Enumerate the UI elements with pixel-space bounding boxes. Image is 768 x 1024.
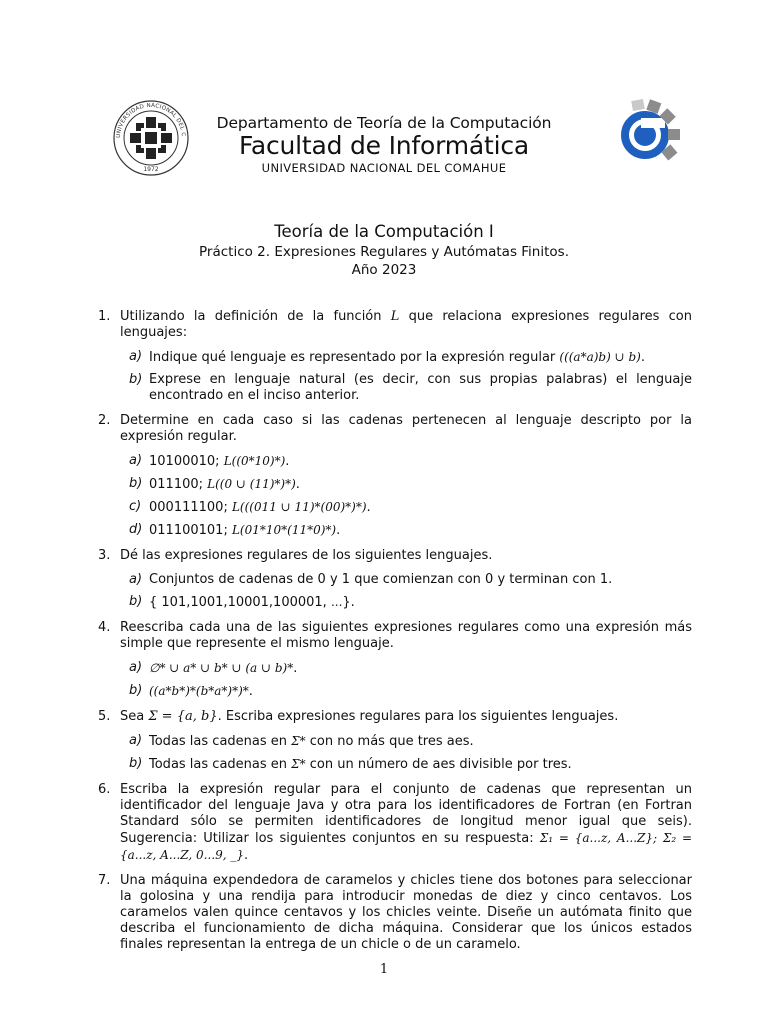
problem-number: 2.: [98, 413, 111, 428]
problem-number: 6.: [98, 782, 111, 797]
sub-item: d) 011100101; L(01*10*(11*0)*).: [129, 522, 341, 538]
department-name: Departamento de Teoría de la Computación: [216, 114, 552, 132]
svg-text:UNIVERSIDAD NACIONAL DEL COMAH: UNIVERSIDAD NACIONAL DEL C: [115, 102, 187, 139]
practice-title: Práctico 2. Expresiones Regulares y Autómatas Finitos.: [199, 244, 569, 260]
problem-number: 1.: [98, 309, 111, 324]
sub-item: a) Todas las cadenas en Σ* con no más que tres aes.: [129, 733, 474, 749]
university-name: UNIVERSIDAD NACIONAL DEL COMAHUE: [261, 161, 507, 175]
page-number: 1: [379, 962, 389, 977]
problem-6: [98, 782, 692, 864]
problem-4: [98, 620, 692, 700]
problem-list: [98, 309, 692, 962]
problem-statement: Determine en cada caso si las cadenas pertenecen al lenguaje descripto por la expresión regular.: [120, 413, 692, 444]
problem-number: 4.: [98, 620, 111, 635]
svg-text:1972: 1972: [143, 166, 159, 173]
problem-statement: Escriba la expresión regular para el conjunto de cadenas que representan un identificador del lenguaje Java y otra para los identificadores de Fortran (en Fortran Standard sólo se permiten identificadores de longitud menor igual que seis). Sugerencia: Utilizar los siguientes conjuntos en su respuesta: Σ₁ = {a...z, A...Z}; Σ₂ = {a...z, A...Z, 0...9, _}.: [120, 782, 693, 863]
sub-item: c) 000111100; L(((011 ∪ 11)*(00)*)*).: [129, 499, 371, 515]
problem-number: 7.: [98, 873, 111, 888]
sub-item: b) Todas las cadenas en Σ* con un número de aes divisible por tres.: [129, 756, 572, 772]
faculty-name: Facultad de Informática: [238, 131, 530, 160]
sub-item: b) { 101,1001,10001,100001, ...}.: [129, 594, 355, 610]
sub-item: b) ((a*b*)*(b*a*)*)*.: [129, 683, 253, 699]
year-label: Año 2023: [351, 262, 417, 278]
problem-1: [98, 309, 692, 404]
problem-2: [98, 413, 692, 539]
sub-item: a) 10100010; L((0*10)*).: [129, 453, 290, 469]
problem-7: [98, 873, 692, 953]
sub-item: a) Conjuntos de cadenas de 0 y 1 que comienzan con 0 y terminan con 1.: [129, 572, 613, 587]
problem-statement: Reescriba cada una de las siguientes expresiones regulares como una expresión más simple que represente el mismo lenguaje.: [120, 620, 692, 651]
sub-item: a) ∅* ∪ a* ∪ b* ∪ (a ∪ b)*.: [129, 660, 298, 676]
problem-5: [98, 709, 692, 773]
problem-statement: Sea Σ = {a, b}. Escriba expresiones regulares para los siguientes lenguajes.: [120, 709, 619, 724]
problem-3: [98, 548, 692, 611]
sub-item: a) Indique qué lenguaje es representado por la expresión regular (((a*a)b) ∪ b).: [129, 349, 645, 365]
sub-item: b) Exprese en lenguaje natural (es decir, con sus propias palabras) el lenguaje encontrado en el inciso anterior.: [129, 372, 692, 403]
problem-statement: Dé las expresiones regulares de los siguientes lenguajes.: [120, 548, 493, 563]
problem-statement: Una máquina expendedora de caramelos y chicles tiene dos botones para seleccionar la golosina y una rendija para introducir monedas de diez y cinco centavos. Los caramelos valen quince centavos y los chicles veinte. Diseñe un autómata finito que describa el funcionamiento de dicha máquina. Considerar que los únicos estados finales representan la entrega de un chicle o de un caramelo.: [120, 873, 692, 952]
problem-statement: Utilizando la definición de la función L que relaciona expresiones regulares con lenguajes:: [120, 309, 692, 340]
problem-number: 3.: [98, 548, 111, 563]
sub-item: b) 011100; L((0 ∪ (11)*)*).: [129, 476, 300, 492]
course-title: Teoría de la Computación I: [274, 222, 494, 241]
problem-number: 5.: [98, 709, 111, 724]
